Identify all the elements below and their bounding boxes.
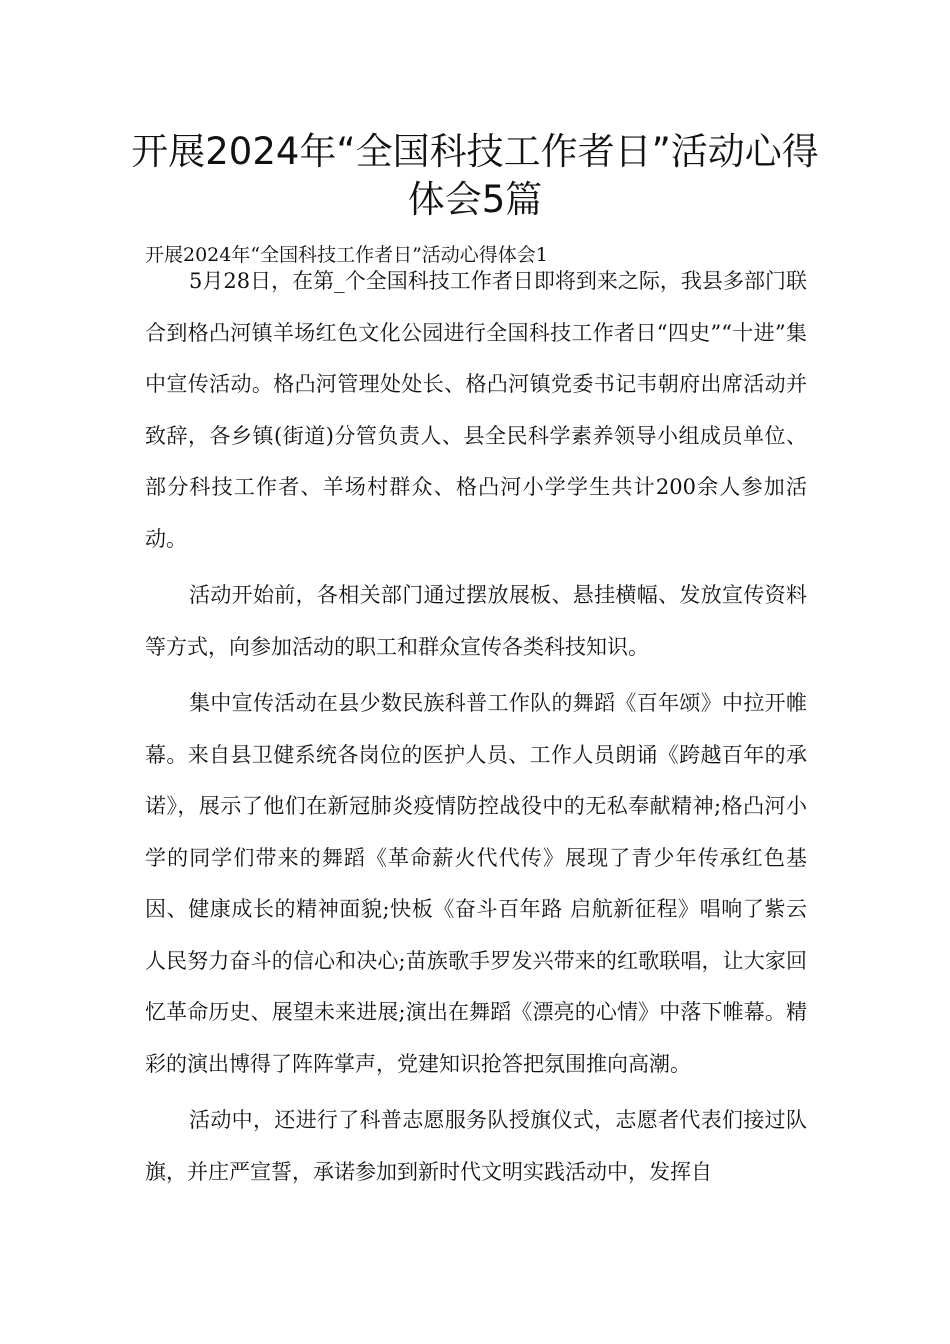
body-paragraph: 5月28日，在第_个全国科技工作者日即将到来之际，我县多部门联合到格凸河镇羊场红色文化公园进行全国科技工作者日“四史”“十进”集中宣传活动。格凸河管理处处长、格凸河镇党委书记韦朝府出席活动并致辞，各乡镇(街道)分管负责人、县全民科学素养领导小组成员单位、部分科技工作者、羊场村群众、格凸河小学学生共计200余人参加活动。 xyxy=(145,269,807,551)
body-paragraph: 集中宣传活动在县少数民族科普工作队的舞蹈《百年颂》中拉开帷幕。来自县卫健系统各岗位的医护人员、工作人员朗诵《跨越百年的承诺》，展示了他们在新冠肺炎疫情防控战役中的无私奉献精神;格凸河小学的同学们带来的舞蹈《革命薪火代代传》展现了青少年传承红色基因、健康成长的精神面貌;快板《奋斗百年路 启航新征程》唱响了紫云人民努力奋斗的信心和决心;苗族歌手罗发兴带来的红歌联唱，让大家回忆革命历史、展望未来进展;演出在舞蹈《漂亮的心情》中落下帷幕。精彩的演出博得了阵阵掌声，党建知识抢答把氛围推向高潮。 xyxy=(145,691,807,1076)
body-paragraph: 活动中，还进行了科普志愿服务队授旗仪式，志愿者代表们接过队旗，并庄严宣誓，承诺参加到新时代文明实践活动中，发挥自 xyxy=(145,1108,807,1184)
section-heading: 开展2024年“全国科技工作者日”活动心得体会1 xyxy=(145,244,548,266)
body-paragraph: 活动开始前，各相关部门通过摆放展板、悬挂横幅、发放宣传资料等方式，向参加活动的职工和群众宣传各类科技知识。 xyxy=(145,583,807,659)
document-title: 开展2024年“全国科技工作者日”活动心得体会5篇 xyxy=(131,130,819,221)
document-body xyxy=(145,256,807,1198)
